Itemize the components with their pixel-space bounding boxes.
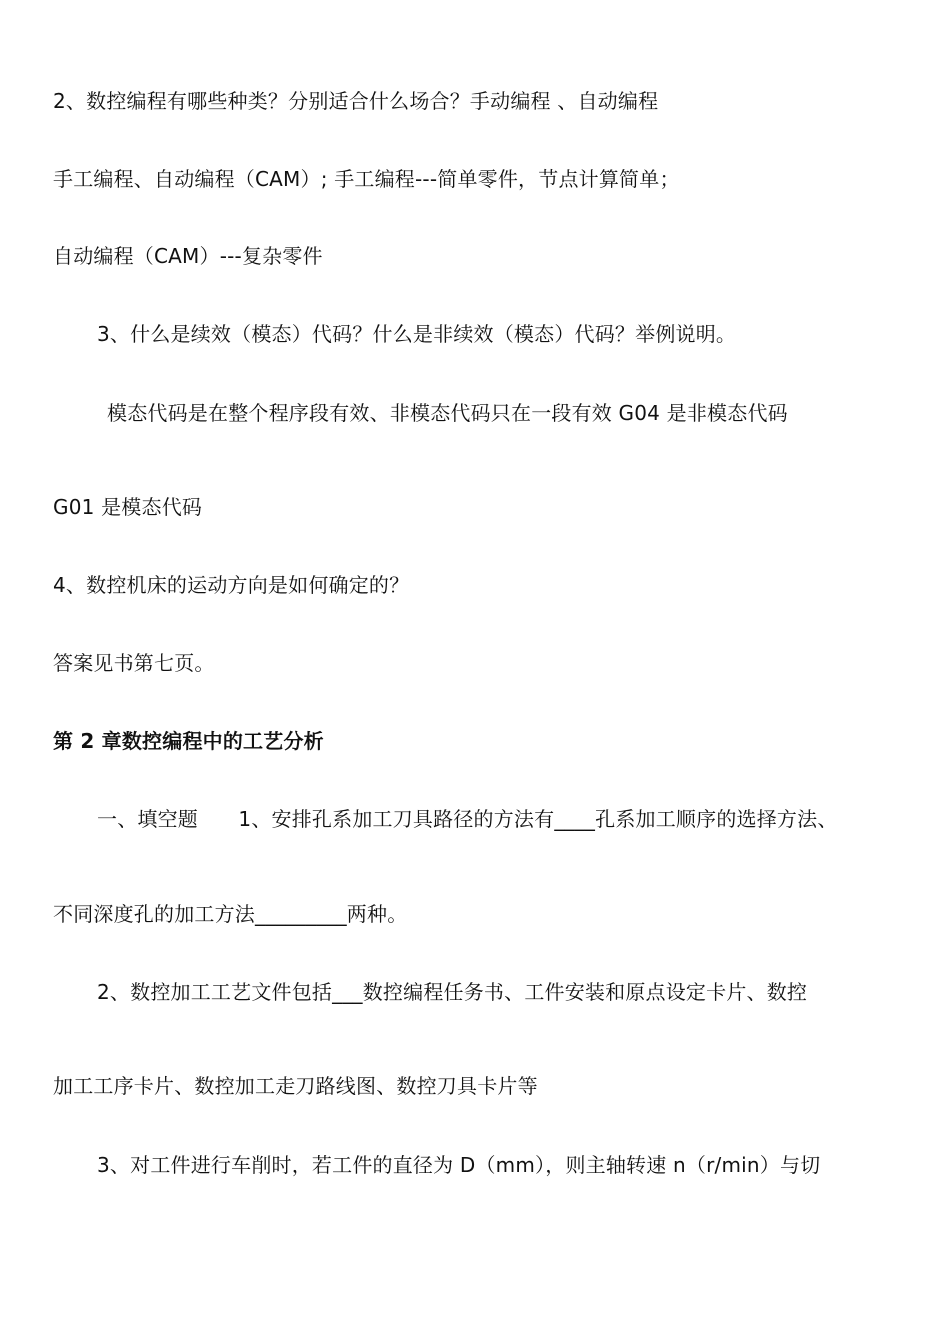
answer-4: 答案见书第七页。 <box>53 651 215 675</box>
fill-blank-question-2-line-1: 2、数控加工工艺文件包括___数控编程任务书、工件安装和原点设定卡片、数控 <box>97 980 808 1004</box>
fill-blank-question-3-line-1: 3、对工件进行车削时，若工件的直径为 D（mm），则主轴转速 n（r/min）与切 <box>97 1153 821 1177</box>
question-4: 4、数控机床的运动方向是如何确定的？ <box>53 573 410 597</box>
answer-3-line-2: G01 是模态代码 <box>53 495 203 519</box>
fill-blank-question-1-line-1: 一、填空题 1、安排孔系加工刀具路径的方法有____孔系加工顺序的选择方法、 <box>97 807 838 831</box>
question-2: 2、数控编程有哪些种类？分别适合什么场合？手动编程 、自动编程 <box>53 89 659 113</box>
answer-2-line-2: 自动编程（CAM）---复杂零件 <box>53 244 323 268</box>
chapter-heading: 第 2 章数控编程中的工艺分析 <box>53 729 324 753</box>
answer-2-line-1: 手工编程、自动编程（CAM）; 手工编程---简单零件，节点计算简单； <box>53 167 680 191</box>
question-3: 3、什么是续效（模态）代码？什么是非续效（模态）代码？举例说明。 <box>97 322 737 346</box>
answer-3-line-1: 模态代码是在整个程序段有效、非模态代码只在一段有效 G04 是非模态代码 <box>107 401 788 425</box>
fill-blank-question-2-line-2: 加工工序卡片、数控加工走刀路线图、数控刀具卡片等 <box>53 1074 538 1098</box>
fill-blank-question-1-line-2: 不同深度孔的加工方法_________两种。 <box>53 902 408 926</box>
